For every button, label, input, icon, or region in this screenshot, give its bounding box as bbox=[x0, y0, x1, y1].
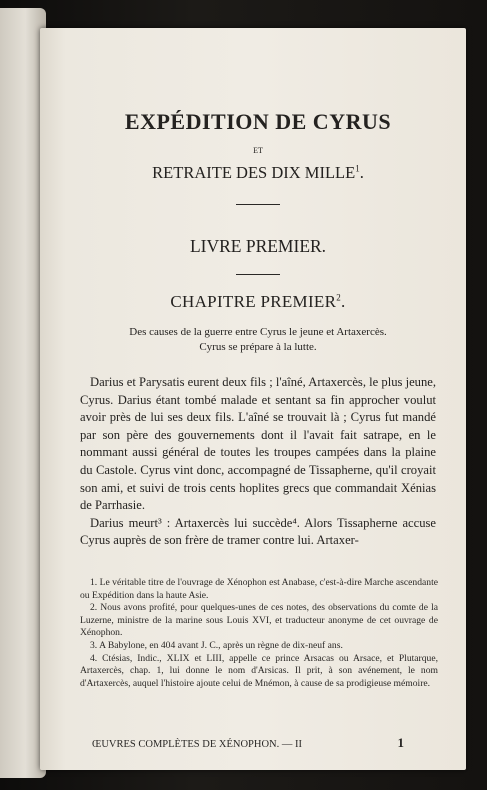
page-footer bbox=[92, 735, 432, 751]
page-number: 1 bbox=[397, 735, 404, 750]
book-subtitle: RETRAITE DES DIX MILLE$^1$. bbox=[152, 163, 364, 182]
summary-line: Des causes de la guerre entre Cyrus le jeune et Artaxercès. bbox=[129, 326, 387, 338]
footnotes bbox=[80, 577, 438, 690]
paragraph: Darius et Parysatis eurent deux fils ; l'aîné, Artaxercès, le plus jeune, Cyrus. Darius étant tombé malade et sentant sa fin approcher voulut avoir près de lui ses deux fils. L'aîné se trouvait là ; Cyrus fut mandé par son père des gouvernements dont il l'avait fait satrape, en le nommant aussi général de toutes les troupes campées dans la plaine du Castole. Cyrus vint donc, accompagné de Tissapherne, qu'il croyait son ami, et suivi de trois cents hoplites grecs que commandait Xénias de Parrhasie. bbox=[80, 375, 436, 513]
chapter-note-ref: 2 bbox=[336, 292, 342, 303]
footnote: 2. Nous avons profité, pour quelques-unes de ces notes, des observations du comte de la Luzerne, ministre de la marine sous Louis XVI, et traducteur anonyme de cet ouvrage de Xénophon. bbox=[80, 602, 438, 639]
main-text bbox=[80, 374, 436, 550]
subtitle-text: RETRAITE DES DIX MILLE bbox=[152, 163, 356, 182]
book-heading: LIVRE PREMIER. bbox=[189, 236, 327, 256]
chapter-text: CHAPITRE PREMIER bbox=[170, 292, 337, 311]
footnote: 4. Ctésias, Indic., XLIX et LIII, appelle ce prince Arsacas ou Arsace, et Plutarque, Artaxercès, chap. 1, lui donne le nom d'Arsicas. Il prit, à son avénement, le nom d'Artaxercès, auquel l'histoire ajoute celui de Mnémon, à cause de sa prodigieuse mémoire. bbox=[80, 652, 438, 689]
paragraph: Darius meurt³ : Artaxercès lui succède⁴. Alors Tissapherne accuse Cyrus auprès de son frère de tramer contre lui. Artaxer- bbox=[80, 515, 436, 548]
summary-line: Cyrus se prépare à la lutte. bbox=[199, 340, 317, 353]
title-divider bbox=[236, 204, 280, 205]
subtitle-note-ref: 1 bbox=[355, 163, 360, 174]
footnote: 3. A Babylone, en 404 avant J. C., après un règne de dix-neuf ans. bbox=[90, 639, 343, 651]
chapter-summary bbox=[80, 325, 436, 354]
book-title: EXPÉDITION DE CYRUS bbox=[124, 109, 392, 134]
footnote: 1. Le véritable titre de l'ouvrage de Xénophon est Anabase, c'est-à-dire Marche ascendante ou Expédition dans la haute Asie. bbox=[80, 577, 438, 601]
page-content bbox=[80, 108, 436, 550]
book-divider bbox=[236, 274, 280, 275]
title-conjunction: ET bbox=[253, 146, 263, 155]
chapter-heading: CHAPITRE PREMIER$^2$. bbox=[170, 292, 346, 311]
running-title: ŒUVRES COMPLÈTES DE XÉNOPHON. — II bbox=[92, 739, 303, 750]
